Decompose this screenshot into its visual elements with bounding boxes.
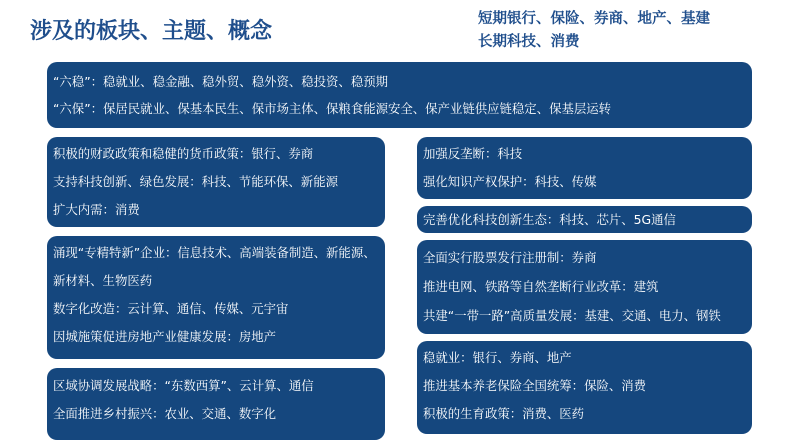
policy-item: 数字化改造：云计算、通信、传媒、元宇宙 xyxy=(53,301,289,316)
policy-item: 加强反垄断：科技 xyxy=(423,146,523,161)
short-term-sectors: 短期银行、保险、券商、地产、基建 xyxy=(478,11,710,27)
six-guarantees-line: “六保”：保居民就业、保基本民生、保市场主体、保粮食能源安全、保产业链供应链稳定、保基层运转 xyxy=(53,101,612,116)
slide-title: 涉及的板块、主题、概念 xyxy=(30,19,273,44)
policy-item: 稳就业：银行、券商、地产 xyxy=(423,350,572,365)
policy-item: 共建“一带一路”高质量发展：基建、交通、电力、钢铁 xyxy=(423,308,721,323)
policy-item: 全面推进乡村振兴：农业、交通、数字化 xyxy=(53,406,277,421)
policy-item: 积极的生育政策：消费、医药 xyxy=(423,406,585,421)
policy-item: 推进基本养老保险全国统筹：保险、消费 xyxy=(423,378,647,393)
policy-box-specialized-enterprises xyxy=(47,236,385,359)
policy-box-employment-welfare xyxy=(417,341,752,434)
policy-item: 强化知识产权保护：科技、传媒 xyxy=(423,174,597,189)
policy-item: 扩大内需：消费 xyxy=(53,202,140,217)
policy-item: 推进电网、铁路等自然垄断行业改革：建筑 xyxy=(423,279,659,294)
six-stability-banner xyxy=(47,62,752,128)
policy-box-antitrust xyxy=(417,137,752,199)
long-term-sectors: 长期科技、消费 xyxy=(478,34,580,50)
policy-box-regional-development xyxy=(47,368,385,440)
policy-item: 积极的财政政策和稳健的货币政策：银行、券商 xyxy=(53,146,314,161)
policy-item: 完善优化科技创新生态：科技、芯片、5G通信 xyxy=(423,212,676,227)
policy-box-reform xyxy=(417,240,752,334)
six-stabilities-line: “六稳”：稳就业、稳金融、稳外贸、稳外资、稳投资、稳预期 xyxy=(53,74,388,89)
policy-item: 支持科技创新、绿色发展：科技、节能环保、新能源 xyxy=(53,174,338,189)
policy-item: 区域协调发展战略：“东数西算”、云计算、通信 xyxy=(53,378,314,393)
policy-box-fiscal-monetary xyxy=(47,137,385,227)
policy-item: 涌现“专精特新”企业：信息技术、高端装备制造、新能源、新材料、生物医药 xyxy=(53,245,376,288)
policy-box-innovation-ecosystem xyxy=(417,206,752,233)
policy-item: 因城施策促进房地产业健康发展：房地产 xyxy=(53,329,277,344)
sector-summary xyxy=(478,8,778,54)
policy-item: 全面实行股票发行注册制：券商 xyxy=(423,250,597,265)
